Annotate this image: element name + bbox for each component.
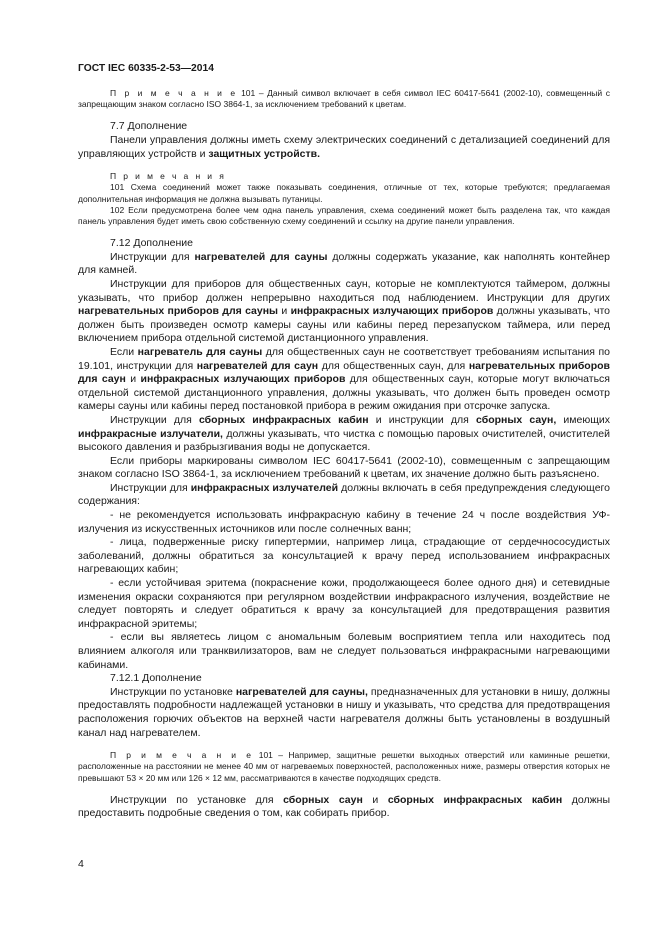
section-heading-7-12-1: 7.12.1 Дополнение (110, 672, 202, 685)
paragraph-7-12-5: Если приборы маркированы символом IEC 60417-5641 (2002-10), совмещенным с запрещающим знаком согласно ISO 3864-1, за исключением требований к цветам, их значение должно быть разъяснено. (78, 454, 610, 481)
note-symbol: П р и м е ч а н и е 101 – Данный символ включает в себя символ IEC 60417-5641 (2002-10), совмещенный с запрещающим знаком согласно ISO 3864-1, за исключением требований к цветам. (78, 88, 610, 110)
paragraph-7-12-2: Инструкции для приборов для общественных саун, которые не комплектуются таймером, должны указывать, что прибор должен непрерывно находиться под наблюдением. Инструкции для других нагревательных приборов для сауны и инфракрасных излучающих приборов должны указывать, что должен быть произведен осмотр камеры сауны или кабины перед перезапуском таймера, или перед включением прибора отдельной системой дистанционного управления. (78, 277, 610, 345)
warning-item: - лица, подверженные риску гипертермии, например лица, страдающие от сердечнососудистых заболеваний, должны обратиться за консультацией к врачу перед использованием инфракрасных нагревающих кабин; (78, 536, 610, 576)
paragraph-7-12-3: Если нагреватель для сауны для общественных саун не соответствует требованиям испытания по 19.101, инструкции для нагревателей для саун для общественных саун, для нагревательных приборов для саун и инфракрасных излучающих приборов для общественных саун, которые могут включаться отдельной системой дистанционного управления, должны указывать, что должен быть проведен осмотр камеры сауны или кабины перед постановкой прибора в режим ожидания при отсрочке запуска. (78, 345, 611, 413)
paragraph-7-12-1-1: Инструкции по установке нагревателей для сауны, предназначенных для установки в нишу, должны предоставлять подробности надлежащей установки в нишу и указывать, что средства для предотвращения расположения горючих объектов на верхней части нагревателя должны быть установлены в воздушный канал над нагревателем. (78, 685, 610, 739)
notes-label: П р и м е ч а н и я (110, 171, 227, 182)
paragraph-7-12-6: Инструкции для инфракрасных излучателей должны включать в себя предупреждения следующего содержания: (78, 481, 610, 508)
note-101-grilles: П р и м е ч а н и е 101 – Например, защитные решетки выходных отверстий или каминные решетки, расположенные на расстоянии не менее 40 мм от нагреваемых поверхностей, расположенных ниже, размеры отверстия которых не превышают 53 × 20 мм или 126 × 12 мм, рассматриваются в качестве подходящих средств. (78, 750, 610, 783)
note-101: 101 Схема соединений может также показывать соединения, отличные от тех, которые требуются; предлагаемая дополнительная информация не должна вызывать путаницы. (78, 182, 610, 204)
warning-item: - если устойчивая эритема (покраснение кожи, продолжающееся более одного дня) и сетевидные изменения окраски сохраняются при регулярном воздействии инфракрасного излучения, воздействие не следует повторять и следует обратиться к врачу за консультацией для предотвращения развития инфракрасной эритемы; (78, 577, 610, 630)
paragraph-7-12-1: Инструкции для нагревателей для сауны должны содержать указание, как наполнять контейнер для камней. (78, 250, 610, 277)
section-heading-7-7: 7.7 Дополнение (110, 120, 188, 133)
paragraph-7-7: Панели управления должны иметь схему электрических соединений с детализацией соединений для управляющих устройств и защитных устройств. (78, 134, 610, 160)
note-102: 102 Если предусмотрена более чем одна панель управления, схема соединений может быть разделена так, что каждая панель управления будет иметь свою собственную схему соединений и ссылку на другие панели управления. (78, 204, 610, 226)
warning-item: - не рекомендуется использовать инфракрасную кабину в течение 24 ч после воздействия УФ-излучения из искусственных источников или после солнечных ванн; (78, 509, 610, 535)
page-number: 4 (78, 858, 84, 870)
warning-item: - если вы являетесь лицом с аномальным болевым восприятием тепла или находитесь под влиянием алкоголя или транквилизаторов, вам не следует пользоваться инфракрасными нагревающими кабинами. (78, 631, 610, 671)
standard-header: ГОСТ IEC 60335-2-53—2014 (78, 63, 214, 74)
paragraph-7-12-4: Инструкции для сборных инфракрасных кабин и инструкции для сборных саун, имеющих инфракрасные излучатели, должны указывать, что чистка с помощью паровых очистителей, очистителей высокого давления и разбрызгивания воды не допускается. (78, 413, 610, 454)
section-heading-7-12: 7.12 Дополнение (110, 237, 193, 250)
paragraph-7-12-1-2: Инструкции по установке для сборных саун и сборных инфракрасных кабин должны предоставить подробные сведения о том, как собирать прибор. (78, 793, 611, 820)
document-page (78, 62, 610, 821)
